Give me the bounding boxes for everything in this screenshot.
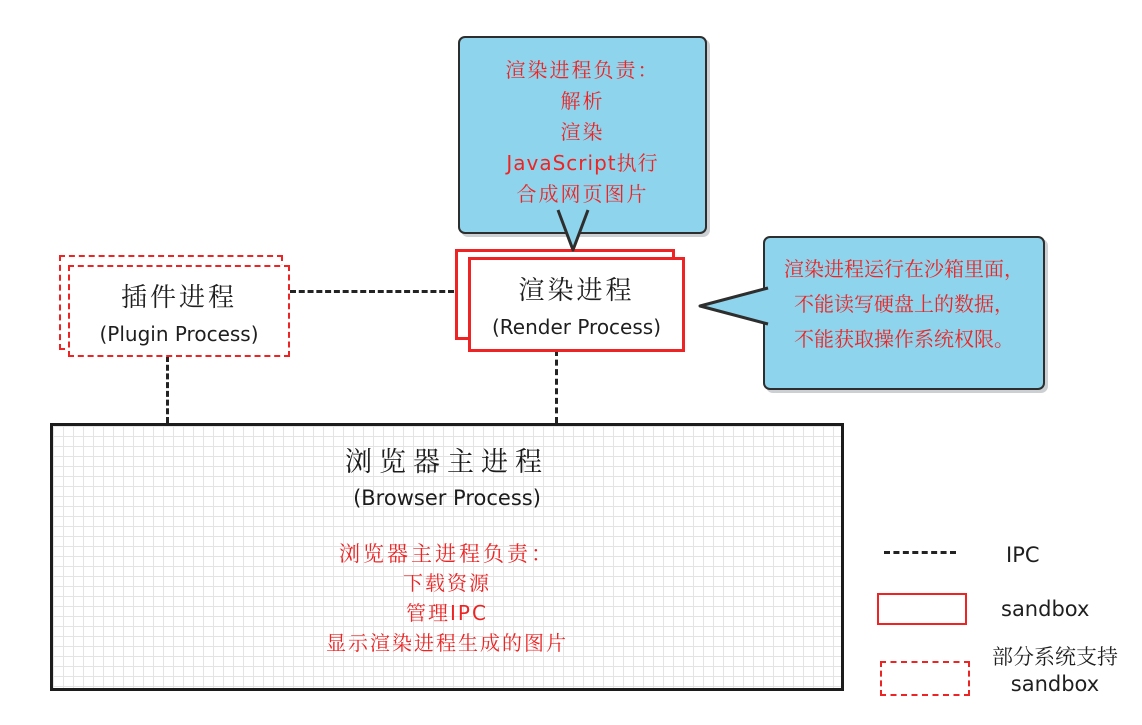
browser-duty: 下载资源 xyxy=(403,571,491,595)
ipc-line-render-browser xyxy=(555,350,558,423)
browser-process-title: 浏览器主进程 xyxy=(345,447,549,478)
browser-duties-heading: 浏览器主进程负责： xyxy=(339,542,555,566)
legend-partial-line2: sandbox xyxy=(1010,672,1100,696)
legend-partial-sandbox-rect-icon xyxy=(880,661,970,696)
render-process-subtitle: (Render Process) xyxy=(491,315,662,339)
bubble-line: JavaScript执行 xyxy=(506,151,659,175)
browser-duty: 管理IPC xyxy=(406,601,488,625)
bubble-line: 合成网页图片 xyxy=(516,182,649,206)
plugin-process-box xyxy=(68,265,290,357)
sandbox-note-bubble xyxy=(763,236,1045,390)
render-process-title: 渲染进程 xyxy=(518,276,635,306)
bubble-line: 渲染 xyxy=(560,120,605,144)
bubble-line: 不能获取操作系统权限。 xyxy=(794,327,1014,351)
legend-partial-line1: 部分系统支持 xyxy=(992,645,1118,669)
browser-process-subtitle: (Browser Process) xyxy=(353,486,541,510)
bubble-line: 渲染进程负责： xyxy=(505,58,660,82)
browser-duty: 显示渲染进程生成的图片 xyxy=(326,631,568,655)
bubble-line: 不能读写硬盘上的数据， xyxy=(794,292,1014,316)
ipc-line-plugin-browser xyxy=(166,356,169,423)
plugin-process-subtitle: (Plugin Process) xyxy=(99,321,259,346)
plugin-process-title: 插件进程 xyxy=(120,282,237,313)
render-process-box xyxy=(468,257,685,352)
legend-sandbox-label: sandbox xyxy=(1001,597,1090,621)
legend-sandbox-rect-icon xyxy=(877,593,967,625)
legend-partial-sandbox-label xyxy=(970,644,1140,698)
bubble-tail-down-icon xyxy=(550,209,596,253)
bubble-line: 解析 xyxy=(560,89,605,113)
browser-process-box xyxy=(50,423,844,691)
render-duties-bubble xyxy=(458,36,707,234)
bubble-line: 渲染进程运行在沙箱里面， xyxy=(784,257,1024,281)
legend-ipc-label: IPC xyxy=(1006,543,1040,567)
bubble-tail-left-icon xyxy=(694,284,770,328)
legend-ipc-line-icon xyxy=(884,551,956,554)
ipc-line-plugin-render xyxy=(290,290,454,293)
